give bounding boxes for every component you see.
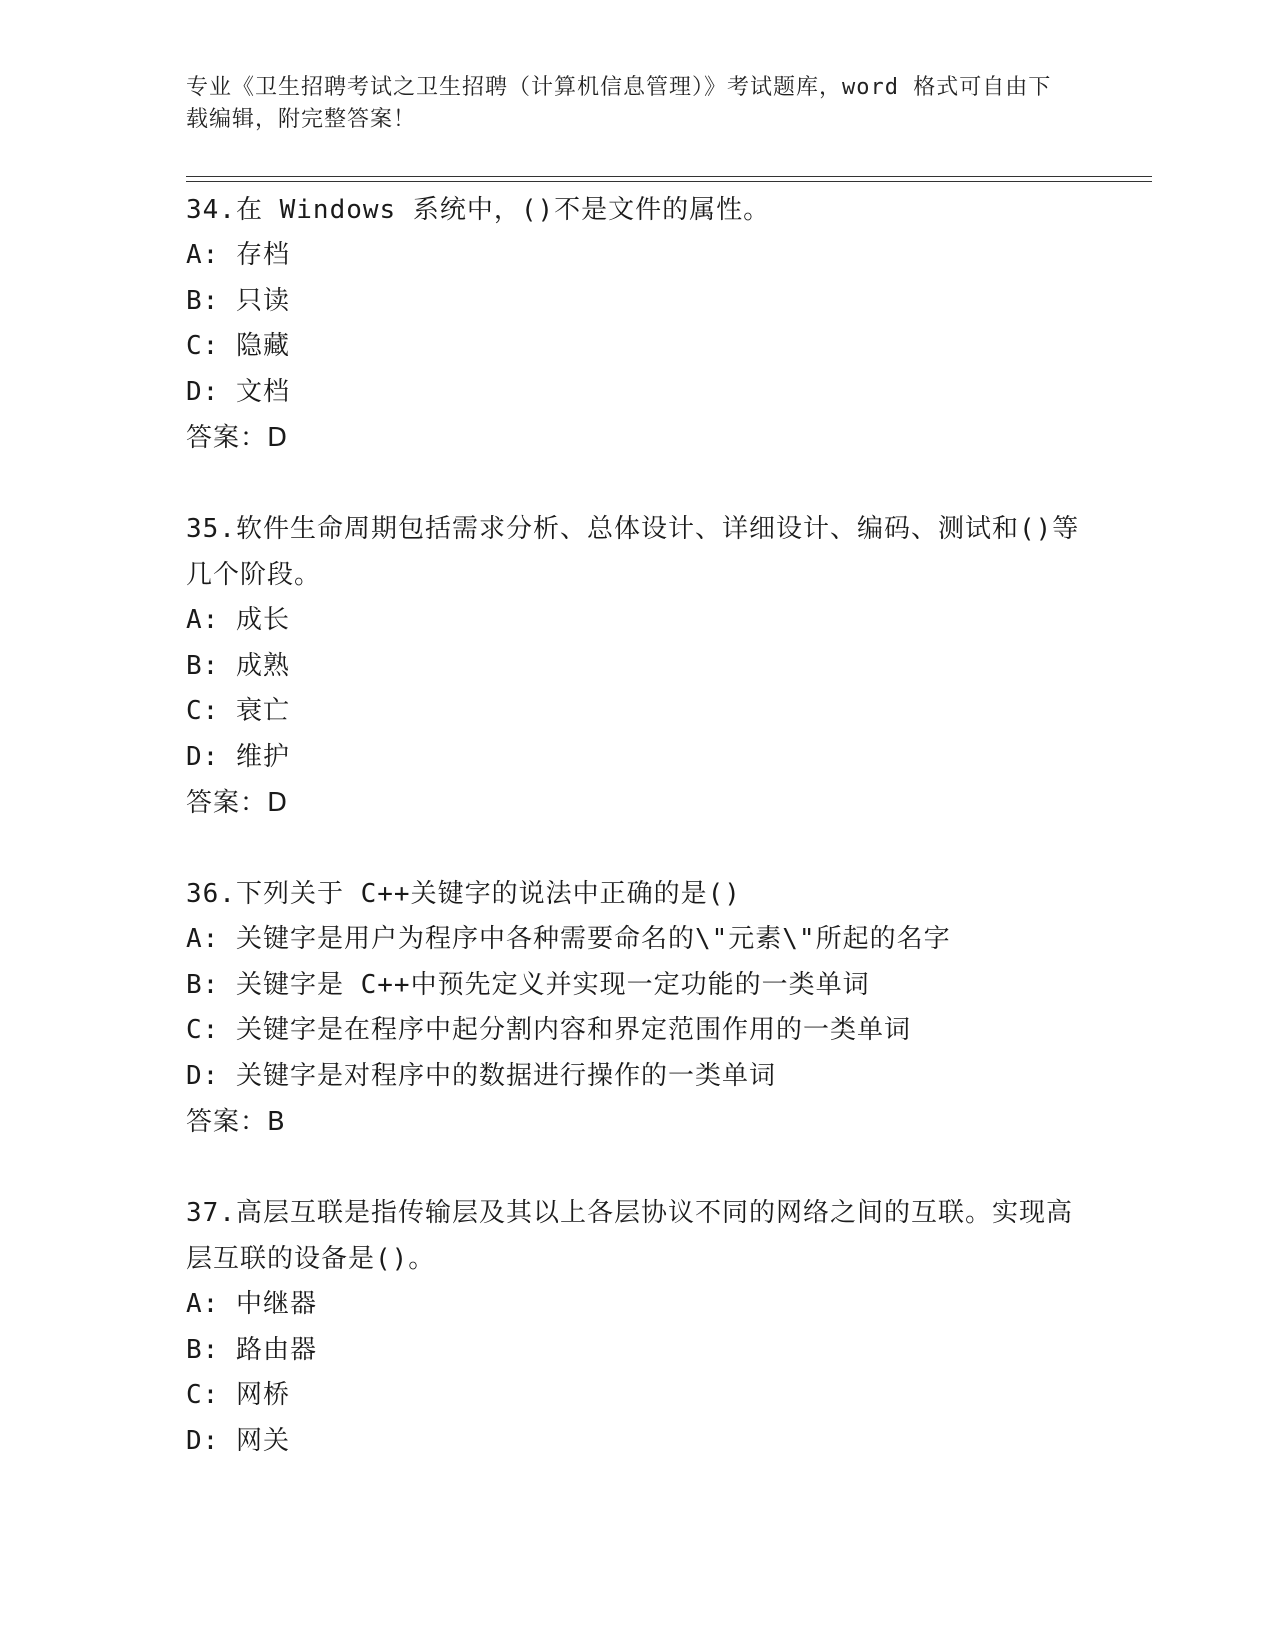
question-stem: 36.下列关于 C++关键字的说法中正确的是() [186, 879, 741, 909]
option-d: D: 维护 [186, 741, 290, 772]
answer-label: 答案：D [186, 788, 289, 818]
option-b: B: 关键字是 C++中预先定义并实现一定功能的一类单词 [186, 969, 870, 1000]
option-a: A: 存档 [186, 240, 290, 270]
question-34 [186, 187, 1086, 461]
option-d: D: 网关 [186, 1425, 290, 1456]
option-c: C: 关键字是在程序中起分割内容和界定范围作用的一类单词 [186, 1015, 911, 1045]
option-b: B: 只读 [186, 285, 290, 316]
question-stem: 34.在 Windows 系统中，()不是文件的属性。 [186, 195, 771, 225]
question-35 [186, 506, 1086, 826]
option-b: B: 成熟 [186, 650, 290, 681]
question-36 [186, 871, 1086, 1145]
document-header: 专业《卫生招聘考试之卫生招聘（计算机信息管理）》考试题库，word 格式可自由下载编辑，附完整答案！ [186, 75, 1052, 132]
option-c: C: 衰亡 [186, 696, 290, 726]
question-stem: 37.高层互联是指传输层及其以上各层协议不同的网络之间的互联。实现高层互联的设备是()。 [186, 1198, 1073, 1274]
header-divider-bottom [186, 181, 1152, 182]
question-list [186, 187, 1086, 1509]
option-d: D: 关键字是对程序中的数据进行操作的一类单词 [186, 1060, 776, 1091]
option-a: A: 关键字是用户为程序中各种需要命名的\"元素\"所起的名字 [186, 924, 951, 954]
option-b: B: 路由器 [186, 1334, 317, 1365]
option-c: C: 隐藏 [186, 331, 290, 361]
option-a: A: 中继器 [186, 1289, 317, 1319]
answer-label: 答案：B [186, 1107, 286, 1137]
option-c: C: 网桥 [186, 1380, 290, 1410]
answer-label: 答案：D [186, 423, 289, 453]
question-stem: 35.软件生命周期包括需求分析、总体设计、详细设计、编码、测试和()等几个阶段。 [186, 514, 1080, 590]
option-d: D: 文档 [186, 376, 290, 407]
header-divider-top [186, 176, 1152, 177]
question-37 [186, 1190, 1086, 1464]
option-a: A: 成长 [186, 605, 290, 635]
